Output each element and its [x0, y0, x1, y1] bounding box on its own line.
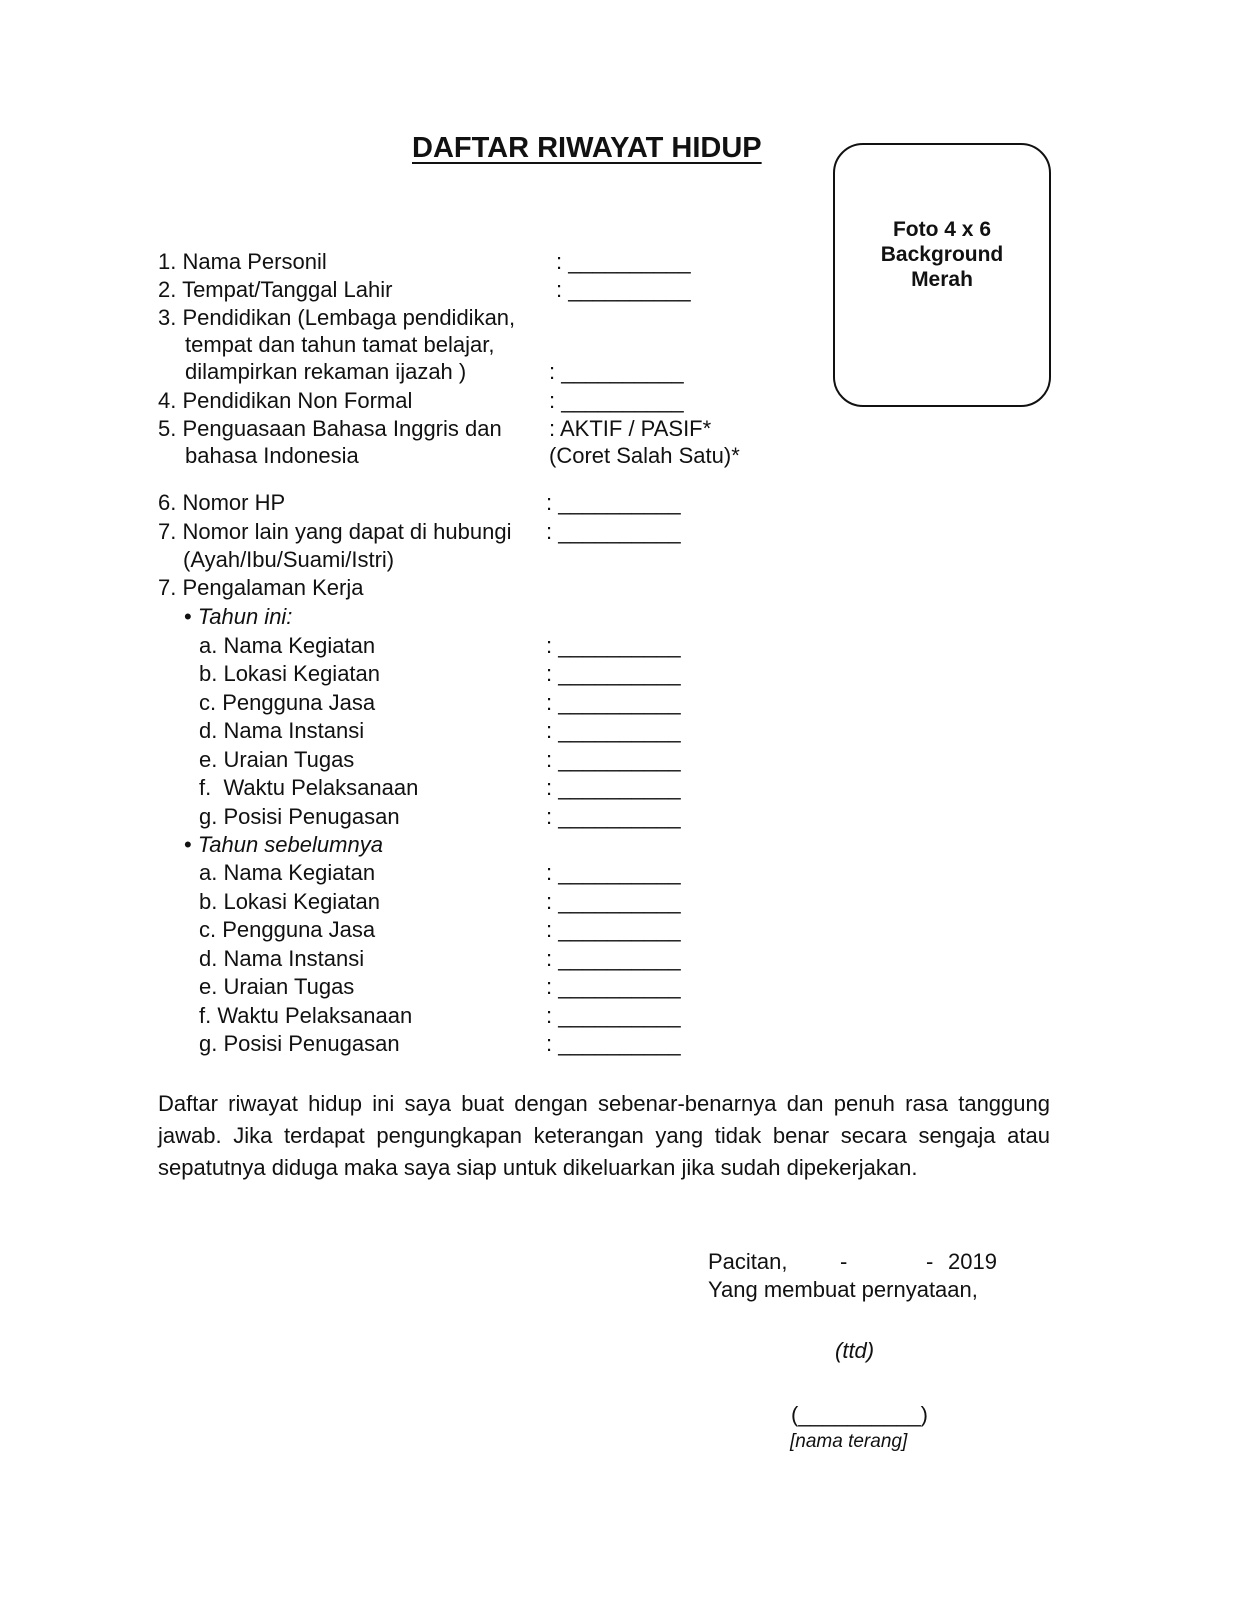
exp-item-label: c. Pengguna Jasa	[199, 690, 376, 715]
field-label-hp: 6. Nomor HP	[158, 490, 286, 515]
exp-item-label: b. Lokasi Kegiatan	[199, 661, 381, 686]
bullet-icon: •	[184, 832, 192, 857]
field-label-kontak: 7. Nomor lain yang dapat di hubungi	[158, 519, 512, 544]
field-label-nama: 1. Nama Personil	[158, 249, 327, 274]
exp-item-label: a. Nama Kegiatan	[199, 633, 376, 658]
exp-item-value[interactable]: : __________	[546, 775, 681, 800]
exp-item-value[interactable]: : __________	[546, 718, 681, 743]
exp-item-label: d. Nama Instansi	[199, 718, 365, 743]
field-value-nonformal[interactable]: : __________	[549, 388, 684, 413]
field-label-nonformal: 4. Pendidikan Non Formal	[158, 388, 413, 413]
exp-item-value[interactable]: : __________	[546, 1031, 681, 1056]
field-value-hp[interactable]: : __________	[546, 490, 681, 515]
exp-item-label: d. Nama Instansi	[199, 946, 365, 971]
field-note-bahasa: (Coret Salah Satu)*	[549, 443, 740, 468]
exp-item-label: f. Waktu Pelaksanaan	[199, 775, 419, 800]
signature-ttd: (ttd)	[835, 1338, 875, 1363]
photo-label-line1: Foto 4 x 6	[892, 218, 992, 241]
field-value-nama[interactable]: : __________	[556, 249, 691, 274]
exp-item-value[interactable]: : __________	[546, 1003, 681, 1028]
exp-item-label: g. Posisi Penugasan	[199, 1031, 400, 1056]
photo-label-line2: Background	[880, 243, 1004, 266]
exp-item-label: a. Nama Kegiatan	[199, 860, 376, 885]
section-this-year	[184, 603, 292, 631]
exp-item-value[interactable]: : __________	[546, 946, 681, 971]
page-title: DAFTAR RIWAYAT HIDUP	[412, 132, 762, 164]
field-label-pendidikan: 3. Pendidikan (Lembaga pendidikan,	[158, 305, 516, 330]
exp-item-value[interactable]: : __________	[546, 690, 681, 715]
field-label-bahasa-2: bahasa Indonesia	[185, 443, 359, 468]
exp-item-label: b. Lokasi Kegiatan	[199, 889, 381, 914]
exp-item-value[interactable]: : __________	[546, 633, 681, 658]
signature-name-caption: [nama terang]	[790, 1431, 908, 1452]
exp-item-label: e. Uraian Tugas	[199, 747, 355, 772]
exp-item-value[interactable]: : __________	[546, 889, 681, 914]
exp-item-value[interactable]: : __________	[546, 747, 681, 772]
section-prev-year-label: Tahun sebelumnya	[197, 832, 383, 857]
field-value-bahasa[interactable]: : AKTIF / PASIF*	[549, 416, 712, 441]
exp-item-label: f. Waktu Pelaksanaan	[199, 1003, 413, 1028]
exp-item-label: e. Uraian Tugas	[199, 974, 355, 999]
field-label-pendidikan-2: tempat dan tahun tamat belajar,	[185, 332, 495, 357]
exp-item-value[interactable]: : __________	[546, 974, 681, 999]
field-value-ttl[interactable]: : __________	[556, 277, 691, 302]
section-prev-year	[184, 831, 383, 859]
photo-label-line3: Merah	[911, 268, 973, 291]
exp-item-value[interactable]: : __________	[546, 661, 681, 686]
exp-item-label: g. Posisi Penugasan	[199, 804, 400, 829]
section-this-year-label: Tahun ini:	[197, 604, 293, 629]
field-label-pengalaman: 7. Pengalaman Kerja	[158, 575, 364, 600]
field-value-kontak[interactable]: : __________	[546, 519, 681, 544]
signature-maker: Yang membuat pernyataan,	[708, 1277, 978, 1302]
exp-item-label: c. Pengguna Jasa	[199, 917, 376, 942]
signature-date-dash-1: -	[840, 1249, 848, 1274]
photo-placeholder	[833, 143, 1051, 407]
exp-item-value[interactable]: : __________	[546, 804, 681, 829]
field-label-ttl: 2. Tempat/Tanggal Lahir	[158, 277, 393, 302]
signature-date-dash-2: -	[926, 1249, 934, 1274]
signature-name-field[interactable]: (__________)	[791, 1402, 929, 1427]
field-value-pendidikan[interactable]: : __________	[549, 359, 684, 384]
bullet-icon: •	[184, 604, 192, 629]
signature-place: Pacitan,	[708, 1249, 788, 1274]
field-label-kontak-2: (Ayah/Ibu/Suami/Istri)	[183, 547, 395, 572]
statement-paragraph: Daftar riwayat hidup ini saya buat dengan sebenar-benarnya dan penuh rasa tanggung jawab. Jika terdapat pengungkapan keterangan yang tidak benar secara sengaja atau sepatutnya diduga maka saya siap untuk dikeluarkan jika sudah dipekerjakan.	[158, 1091, 1050, 1180]
signature-year: 2019	[948, 1249, 997, 1274]
exp-item-value[interactable]: : __________	[546, 917, 681, 942]
field-label-bahasa: 5. Penguasaan Bahasa Inggris dan	[158, 416, 502, 441]
exp-item-value[interactable]: : __________	[546, 860, 681, 885]
field-label-pendidikan-3: dilampirkan rekaman ijazah )	[185, 359, 467, 384]
